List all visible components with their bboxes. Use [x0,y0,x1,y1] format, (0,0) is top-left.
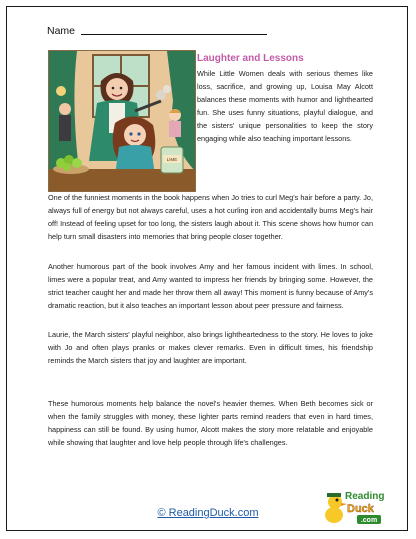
paragraph-1: While Little Women deals with serious themes like loss, sacrifice, and growing up, Louisa May Alcott balances these moments with humor and lighthearted fun. She uses funny situations, playful dialogue, and the sisters' unique personalities to keep the story engaging while also teaching important lessons. [197,69,373,143]
illustration-art [49,51,195,191]
readingduck-link[interactable]: © ReadingDuck.com [157,507,259,519]
paragraph-2: One of the funniest moments in the book happens when Jo tries to curl Meg's hair before a party. Jo, always full of energy but not always careful, uses a hot curling iron and accidentally burns Meg's hair off! Instead of feeling upset for too long, the sisters laugh about it. This scene shows how humor can help turn small disasters into memories that bring people closer together. [48,193,373,241]
duck-logo-icon [323,485,385,527]
name-label: Name [47,25,76,37]
jar-label: LIME [166,157,178,162]
logo-text-reading: Reading [345,491,385,502]
name-field-row [47,25,267,37]
logo-text-com: .com [360,517,378,524]
paragraph-5: These humorous moments help balance the novel's heavier themes. When Beth becomes sick or when the family struggles with money, these lighter parts remind readers that even in hard times, happiness can still be found. By using humor, Alcott makes the story more relatable and enjoyable while showing that laughter and love help people through life's challenges. [48,399,373,447]
story-illustration [48,50,196,192]
name-blank-line [81,33,267,35]
worksheet-page [6,6,408,531]
paragraph-3: Another humorous part of the book involves Amy and her famous incident with limes. In school, limes were a popular treat, and Amy wanted to impress her friends by bringing some. However, the strict teacher caught her and made her throw them all away! This moment is funny because of Amy's dramatic reaction, but it also teaches an important lesson about peer pressure and fairness. [48,262,373,310]
logo-text-duck: Duck [347,503,374,515]
article-title: Laughter and Lessons [197,53,304,64]
readingduck-logo [323,485,385,527]
paragraph-4: Laurie, the March sisters' playful neighbor, also brings lightheartedness to the story. He loves to joke with Jo and often plays pranks or makes clever remarks. Even in difficult times, his friendship reminds the March sisters that joy and laughter are important. [48,330,373,365]
